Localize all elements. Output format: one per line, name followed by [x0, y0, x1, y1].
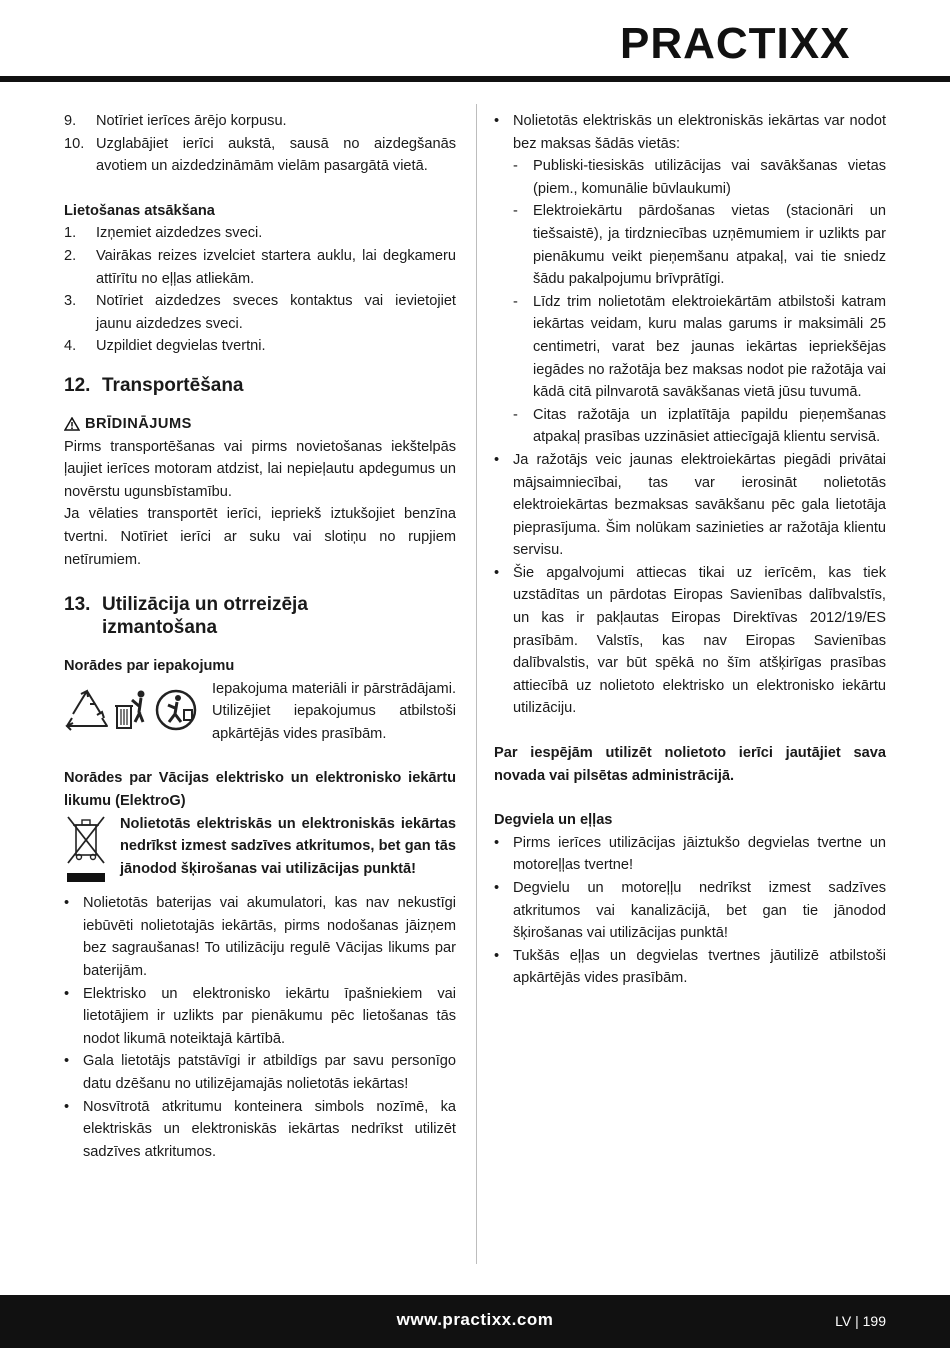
list-item: • Nosvītrotā atkritumu konteinera simbols nozīmē, ka elektriskās un elektroniskās iekārtas nedrīkst utilizēt sadzīves atkritumos. — [64, 1098, 456, 1160]
header-rule — [0, 76, 950, 82]
list-item: • Nolietotās elektriskās un elektroniskās iekārtas var nodot bez maksas šādās vietās: — [494, 113, 886, 152]
sub-list-item: - Publiski-tiesiskās utilizācijas vai savākšanas vietas (piem., komunālie būvlaukumi) — [513, 158, 886, 197]
restart-heading: Lietošanas atsākšana — [64, 202, 215, 219]
list-item: 1. Izņemiet aizdedzes sveci. — [64, 225, 263, 242]
elektrog-heading: Norādes par Vācijas elektrisko un elektronisko iekārtu likumu (ElektroG) — [64, 770, 456, 810]
list-item: • Tukšās eļļas un degvielas tvertnes jāutilizē atbilstoši apkārtējās vides prasībām. — [494, 947, 886, 987]
recycle-icon — [64, 688, 110, 732]
page-number: LV | 199 — [835, 1313, 886, 1329]
list-item: 3. Notīriet aizdedzes sveces kontaktus vai ievietojiet jaunu aizdedzes sveci. — [64, 293, 456, 332]
green-dot-recycling-icon — [154, 688, 200, 732]
section-13-heading: 13. Utilizācija un otrreizēja izmantošana — [64, 594, 308, 639]
website-link[interactable]: www.practixx.com — [396, 1310, 554, 1329]
packaging-icons — [64, 678, 212, 732]
warning-text: Pirms transportēšanas vai pirms novietošanas iekštelpās ļaujiet ierīces motoram atdzist, lai nepieļautu apdegumus un novērstu ugunsbīstamību. — [64, 438, 456, 500]
sub-list-item: - Elektroiekārtu pārdošanas vietas (stacionāri un tiešsaistē), ja tirdzniecības uzņēmumiem ir uzlikts par pienākumu veikt pieņemšanu atpakaļ, vai tie sniedz šādu pakalpojumu brīvprātīgi. — [513, 203, 886, 288]
list-item: • Pirms ierīces utilizācijas jāiztukšo degvielas tvertne un motoreļļas tvertne! — [494, 834, 886, 874]
brand-wordmark: PRACTIXX — [620, 19, 851, 68]
crossed-out-bin-icon — [64, 813, 108, 885]
practixx-logo — [620, 14, 918, 76]
column-divider — [476, 104, 477, 1264]
weee-warning-text: Nolietotās elektriskās un elektroniskās iekārtas nedrīkst izmest sadzīves atkritumos, bet gan tās jānodod šķirošanas vai utilizācijas punktā! — [120, 815, 456, 877]
packaging-block — [64, 678, 456, 746]
list-item: • Elektrisko un elektronisko iekārtu īpašniekiem vai lietotājiem ir uzlikts par pienākumu pēc lietošanas tās nodot likumā noteiktajā kārtībā. — [64, 985, 456, 1047]
list-item: 4. Uzpildiet degvielas tvertni. — [64, 338, 266, 355]
list-item: • Nolietotās baterijas vai akumulatori, kas nav nekustīgi iebūvēti nolietotajās iekārtās, pirms nodošanas jāizņem bez sagraušanas! To utilizāciju regulē Vācijas likums par baterijām. — [64, 895, 456, 980]
list-item: • Ja ražotājs veic jaunas elektroiekārtas piegādi privātai mājsaimniecībai, tas var ierosināt nolietotās elektroiekārtas bezmaksas savākšanu pēc gala lietotāja pieprasījuma. Šim nolūkam sazinieties ar ražotāja klientu servisu. — [494, 451, 886, 559]
list-item: 9. Notīriet ierīces ārējo korpusu. — [64, 113, 287, 129]
list-item: 10. Uzglabājiet ierīci aukstā, sausā no aizdegšanās avotiem un aizdedzināmām vielām pasargātā vietā. — [64, 135, 456, 175]
packaging-heading: Norādes par iepakojumu — [64, 658, 235, 675]
list-item: • Šie apgalvojumi attiecas tikai uz ierīcēm, kas tiek uzstādītas un pārdotas Eiropas Savienības dalībvalstīs, un kas ir pakļautas Eiropas Direktīvas 2012/19/ES prasībām. Valstīs, kas nav Eiropas Savienības dalībvalstis, var būt spēkā no šīm atšķirīgas prasības attiecībā uz nolietoto elektrisko un elektronisko iekārtu utilizāciju. — [494, 564, 886, 717]
warning-triangle-icon — [64, 417, 80, 431]
list-item: • Degvielu un motoreļļu nedrīkst izmest sadzīves atkritumos vai kanalizācijā, bet gan tie jānodod šķirošanas vai utilizācijas punktā! — [494, 880, 886, 942]
packaging-text: Iepakojuma materiāli ir pārstrādājami. Utilizējiet iepakojumus atbilstoši apkārtējās vides prasībām. — [212, 680, 456, 742]
list-item: • Gala lietotājs patstāvīgi ir atbildīgs par savu personīgo datu dzēšanu no utilizējamajās nolietotās iekārtas! — [64, 1053, 456, 1092]
list-item: 2. Vairākas reizes izvelciet startera auklu, lai degkameru attīrītu no eļļas atliekām. — [64, 247, 456, 287]
trash-bin-person-icon — [114, 688, 150, 732]
section-12-heading: 12. Transportēšana — [64, 374, 244, 396]
warning-heading: BRĪDINĀJUMS — [64, 413, 456, 436]
page-footer — [0, 1295, 950, 1348]
right-column — [494, 110, 886, 990]
weee-block — [64, 813, 456, 893]
transport-text: Ja vēlaties transportēt ierīci, iepriekš iztukšojiet benzīna tvertni. Notīriet ierīci ar suku vai slotiņu no rupjiem netīrumiem. — [64, 506, 456, 568]
left-column — [64, 110, 456, 1163]
fuel-heading: Degviela un eļļas — [494, 812, 613, 829]
sub-list-item: - Līdz trim nolietotām elektroiekārtām atbilstoši katram iekārtas veidam, kuru malas garums ir maksimāli 25 centimetri, varat bez jaunas iekārtas iepriekšējas iegādes no ražotāja bez maksas nodot pie ražotāja vai kādā citā pilnvarotā savākšanas vietā jūsu tuvumā. — [513, 293, 886, 401]
sub-list-item: - Citas ražotāja un izplatītāja papildu pieņemšanas atpakaļ prasības uzzināsiet attiecīgajā klientu servisā. — [513, 406, 886, 446]
admin-note: Par iespējām utilizēt nolietoto ierīci jautājiet sava novada vai pilsētas administrācijā. — [494, 745, 886, 784]
